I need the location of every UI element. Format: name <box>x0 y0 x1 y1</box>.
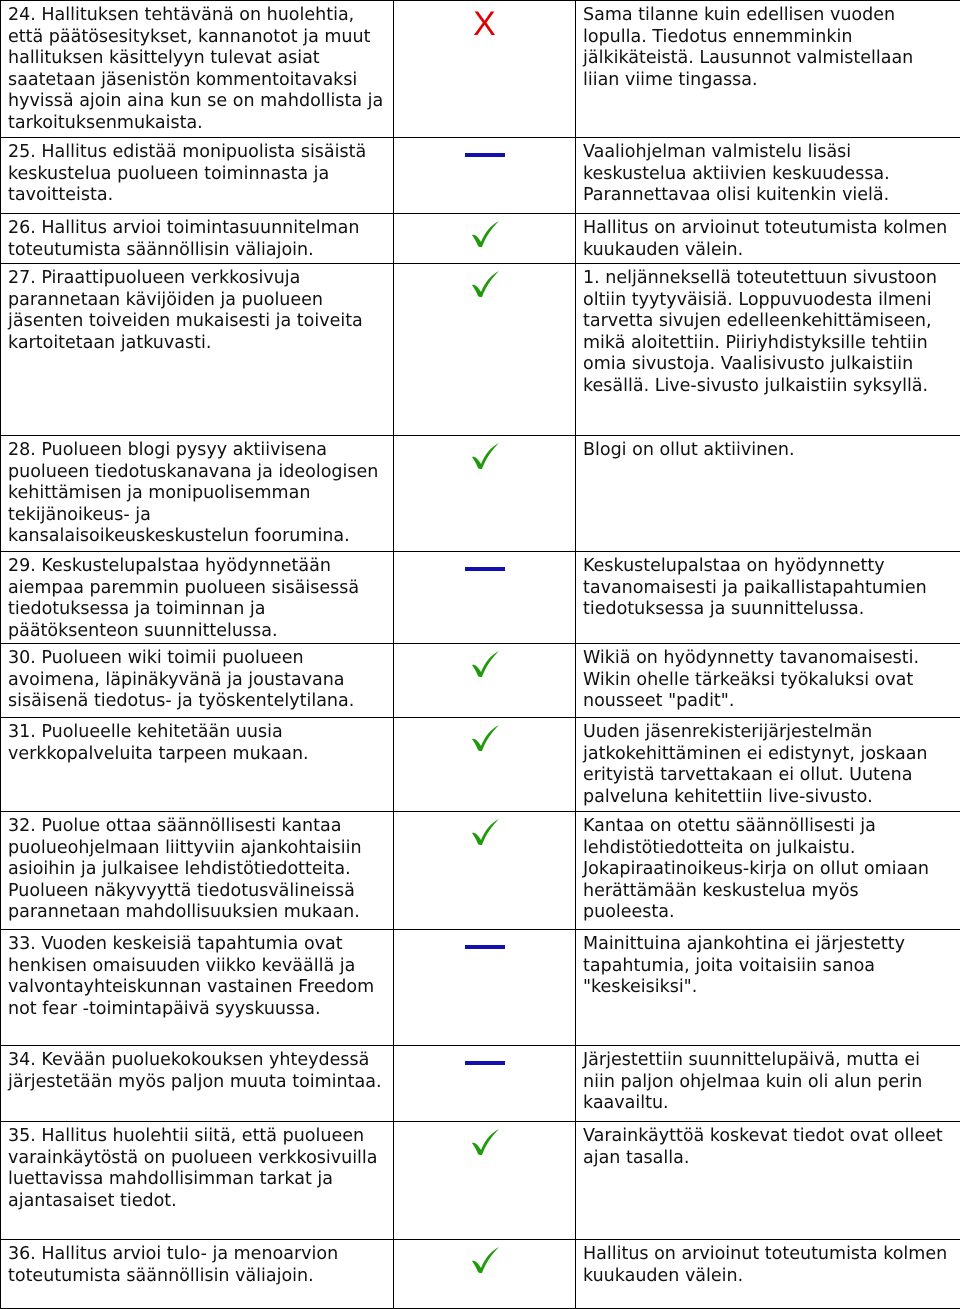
table-row <box>1 1122 960 1240</box>
dash-icon <box>465 945 505 949</box>
comment-cell: Keskustelupalstaa on hyödynnetty tavanomaisesti ja paikallistapahtumien tiedotuksessa ja suunnittelussa. <box>576 552 960 644</box>
table-row <box>1 264 960 436</box>
goal-cell: 24. Hallituksen tehtävänä on huolehtia, että päätösesitykset, kannanotot ja muut hallituksen käsittelyyn tulevat asiat saatetaan jäsenistön kommentoitavaksi hyvissä ajoin aina kun se on mahdollista ja tarkoituksenmukaista. <box>1 1 394 138</box>
status-cell <box>394 1 576 138</box>
check-icon <box>470 1246 500 1274</box>
comment-cell: Mainittuina ajankohtina ei järjestetty tapahtumia, joita voitaisiin sanoa "keskeisiksi". <box>576 930 960 1046</box>
check-icon <box>470 650 500 678</box>
goal-cell: 32. Puolue ottaa säännöllisesti kantaa puolueohjelmaan liittyviin ajankohtaisiin asioihin ja julkaisee lehdistötiedotteita. Puolueen näkyvyyttä tiedotusvälineissä parannetaan mahdollisuuksien mukaan. <box>1 812 394 930</box>
table-row <box>1 1046 960 1122</box>
table-row <box>1 644 960 718</box>
goal-cell: 36. Hallitus arvioi tulo- ja menoarvion toteutumista säännöllisin väliajoin. <box>1 1240 394 1309</box>
status-cell <box>394 1046 576 1122</box>
table-row <box>1 930 960 1046</box>
comment-cell: Vaaliohjelman valmistelu lisäsi keskustelua aktiivien keskuudessa. Parannettavaa olisi kuitenkin vielä. <box>576 138 960 214</box>
check-icon <box>470 1128 500 1156</box>
goal-cell: 27. Piraattipuolueen verkkosivuja parannetaan kävijöiden ja puolueen jäsenten toiveiden mukaisesti ja toiveita kartoitetaan jatkuvasti. <box>1 264 394 436</box>
comment-cell: Uuden jäsenrekisterijärjestelmän jatkokehittäminen ei edistynyt, joskaan erityistä tarvettakaan ei ollut. Uutena palveluna kehitettiin live-sivusto. <box>576 718 960 812</box>
goal-cell: 26. Hallitus arvioi toimintasuunnitelman toteutumista säännöllisin väliajoin. <box>1 214 394 264</box>
goal-cell: 34. Kevään puoluekokouksen yhteydessä järjestetään myös paljon muuta toimintaa. <box>1 1046 394 1122</box>
table-row <box>1 1240 960 1309</box>
comment-cell: Varainkäyttöä koskevat tiedot ovat olleet ajan tasalla. <box>576 1122 960 1240</box>
table-row <box>1 436 960 552</box>
status-cell <box>394 436 576 552</box>
goal-cell: 30. Puolueen wiki toimii puolueen avoimena, läpinäkyvänä ja joustavana sisäisenä tiedotus- ja työskentelytilana. <box>1 644 394 718</box>
dash-icon <box>465 567 505 571</box>
status-cell <box>394 214 576 264</box>
goal-cell: 28. Puolueen blogi pysyy aktiivisena puolueen tiedotuskanavana ja ideologisen kehittämisen ja monipuolisemman tekijänoikeus- ja kansalaisoikeuskeskustelun foorumina. <box>1 436 394 552</box>
comment-cell: Kantaa on otettu säännöllisesti ja lehdistötiedotteita on julkaistu. Jokapiraatinoikeus-kirja on ollut omiaan herättämään keskustelua myös puoleesta. <box>576 812 960 930</box>
comment-cell: Blogi on ollut aktiivinen. <box>576 436 960 552</box>
check-icon <box>470 442 500 470</box>
status-cell <box>394 552 576 644</box>
x-icon: X <box>473 7 496 41</box>
status-cell <box>394 718 576 812</box>
check-icon <box>470 818 500 846</box>
table-row <box>1 138 960 214</box>
table-row <box>1 552 960 644</box>
status-cell <box>394 1240 576 1309</box>
comment-cell: Wikiä on hyödynnetty tavanomaisesti. Wikin ohelle tärkeäksi työkaluksi ovat nousseet "padit". <box>576 644 960 718</box>
status-cell <box>394 1122 576 1240</box>
comment-cell: 1. neljänneksellä toteutettuun sivustoon oltiin tyytyväisiä. Loppuvuodesta ilmeni tarvetta sivujen edelleenkehittämiseen, mikä aloitettiin. Piiriyhdistyksille tehtiin omia sivustoja. Vaalisivusto julkaistiin kesällä. Live-sivusto julkaistiin syksyllä. <box>576 264 960 436</box>
table-row <box>1 718 960 812</box>
dash-icon <box>465 153 505 157</box>
status-cell <box>394 264 576 436</box>
check-icon <box>470 220 500 248</box>
goal-cell: 33. Vuoden keskeisiä tapahtumia ovat henkisen omaisuuden viikko keväällä ja valvontayhteiskunnan vastainen Freedom not fear -toimintapäivä syyskuussa. <box>1 930 394 1046</box>
table-row <box>1 812 960 930</box>
check-icon <box>470 270 500 298</box>
table-row <box>1 214 960 264</box>
status-cell <box>394 644 576 718</box>
goal-cell: 29. Keskustelupalstaa hyödynnetään aiempaa paremmin puolueen sisäisessä tiedotuksessa ja toiminnan ja päätöksenteon suunnittelussa. <box>1 552 394 644</box>
comment-cell: Hallitus on arvioinut toteutumista kolmen kuukauden välein. <box>576 214 960 264</box>
status-cell <box>394 812 576 930</box>
goal-cell: 35. Hallitus huolehtii siitä, että puolueen varainkäytöstä on puolueen verkkosivuilla luettavissa mahdollisimman tarkat ja ajantasaiset tiedot. <box>1 1122 394 1240</box>
comment-cell: Sama tilanne kuin edellisen vuoden lopulla. Tiedotus ennemminkin jälkikäteistä. Lausunnot valmistellaan liian viime tingassa. <box>576 1 960 138</box>
comment-cell: Järjestettiin suunnittelupäivä, mutta ei niin paljon ohjelmaa kuin oli alun perin kaavailtu. <box>576 1046 960 1122</box>
status-cell <box>394 138 576 214</box>
comment-cell: Hallitus on arvioinut toteutumista kolmen kuukauden välein. <box>576 1240 960 1309</box>
dash-icon <box>465 1061 505 1065</box>
status-cell <box>394 930 576 1046</box>
goal-cell: 25. Hallitus edistää monipuolista sisäistä keskustelua puolueen toiminnasta ja tavoitteista. <box>1 138 394 214</box>
goal-cell: 31. Puolueelle kehitetään uusia verkkopalveluita tarpeen mukaan. <box>1 718 394 812</box>
check-icon <box>470 724 500 752</box>
table-row <box>1 1 960 138</box>
